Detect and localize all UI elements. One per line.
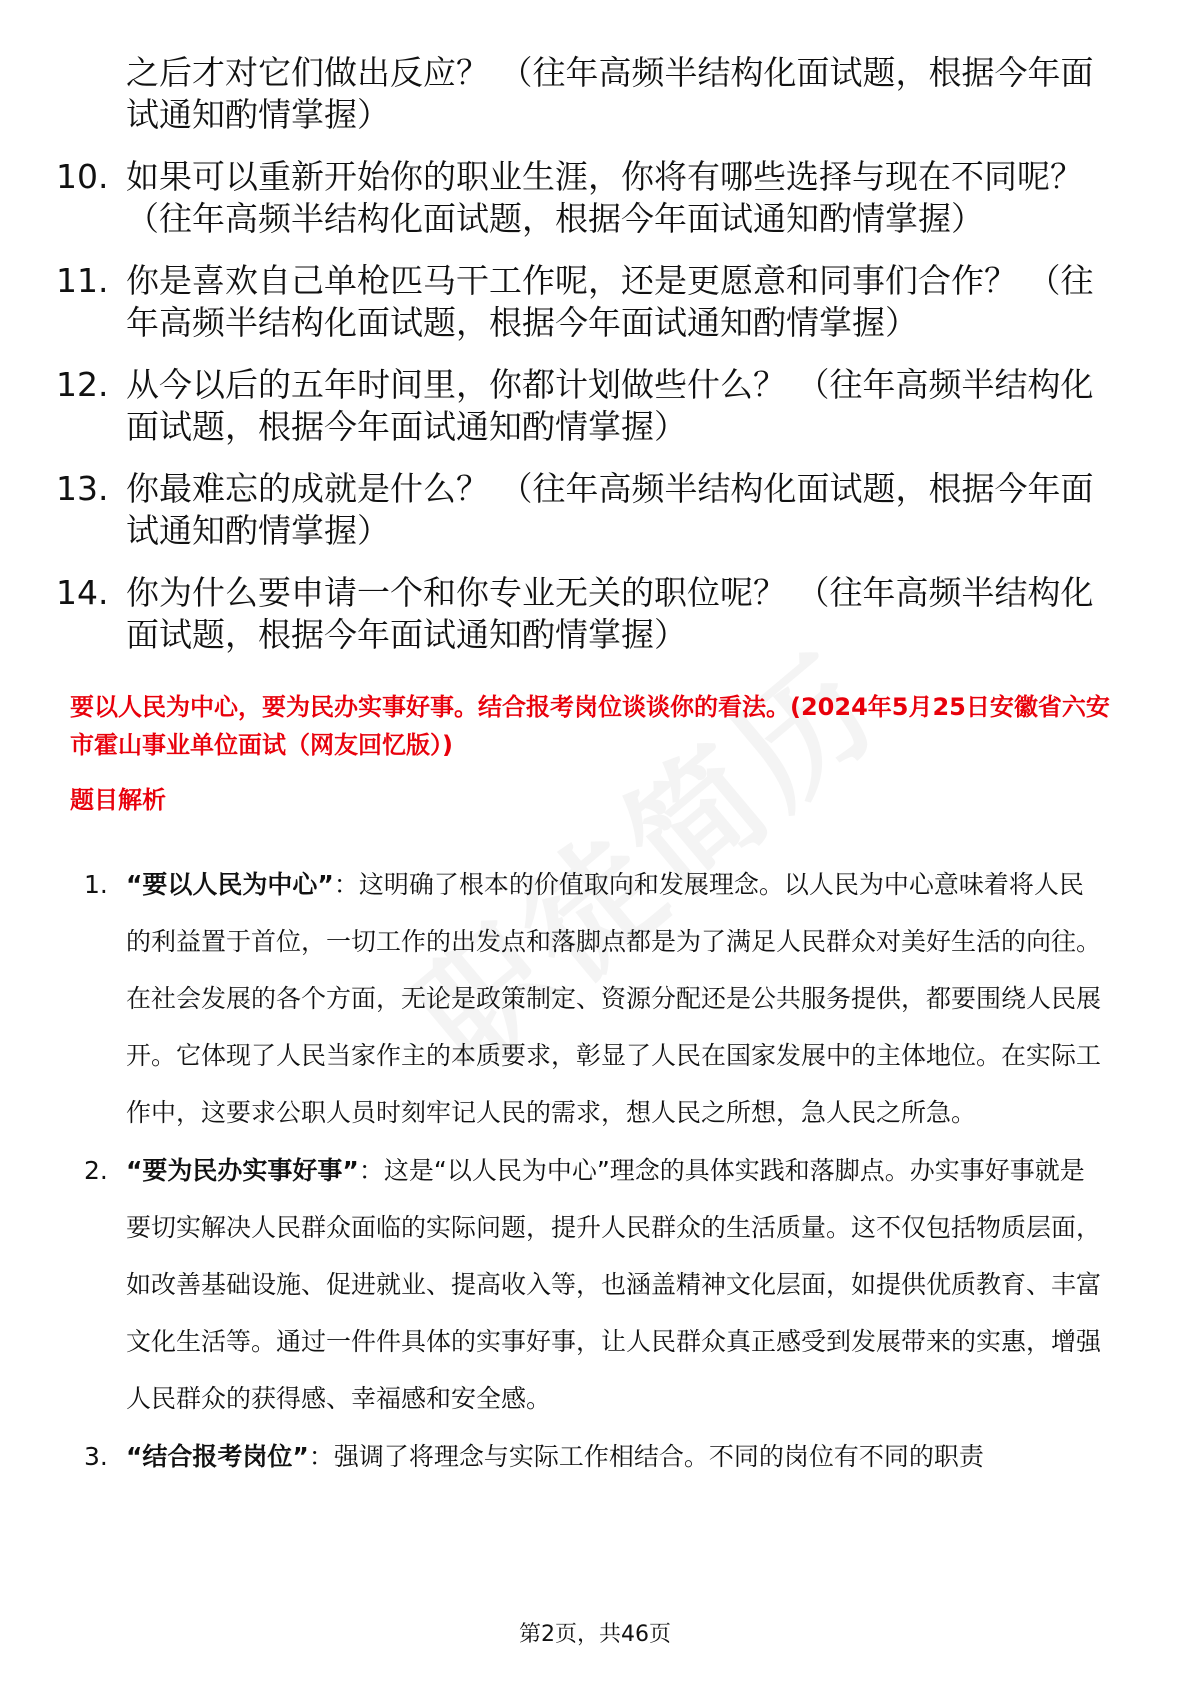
question-item	[56, 52, 1116, 136]
question-item	[56, 572, 1116, 656]
question-text: 你最难忘的成就是什么？ （往年高频半结构化面试题，根据今年面试通知酌情掌握）	[126, 469, 1094, 550]
question-text: 如果可以重新开始你的职业生涯，你将有哪些选择与现在不同呢？ （往年高频半结构化面试题，根据今年面试通知酌情掌握）	[126, 157, 1083, 238]
question-text: 你是喜欢自己单枪匹马干工作呢，还是更愿意和同事们合作？ （往年高频半结构化面试题，根据今年面试通知酌情掌握）	[126, 261, 1094, 342]
analysis-key-phrase: “结合报考岗位”	[126, 1442, 309, 1471]
analysis-item	[84, 1428, 1104, 1485]
question-item	[56, 468, 1116, 552]
question-number: 14.	[56, 573, 109, 612]
question-number: 12.	[56, 365, 109, 404]
analysis-number: 1.	[84, 870, 108, 899]
question-number: 11.	[56, 261, 109, 300]
analysis-text: ：这明确了根本的价值取向和发展理念。以人民为中心意味着将人民的利益置于首位，一切工作的出发点和落脚点都是为了满足人民群众对美好生活的向往。在社会发展的各个方面，无论是政策制定、资源分配还是公共服务提供，都要围绕人民展开。它体现了人民当家作主的本质要求，彰显了人民在国家发展中的主体地位。在实际工作中，这要求公职人员时刻牢记人民的需求，想人民之所想，急人民之所急。	[126, 870, 1102, 1127]
analysis-key-phrase: “要以人民为中心”	[126, 870, 334, 899]
analysis-text: ：这是“以人民为中心”理念的具体实践和落脚点。办实事好事就是要切实解决人民群众面临的实际问题，提升人民群众的生活质量。这不仅包括物质层面，如改善基础设施、促进就业、提高收入等，也涵盖精神文化层面，如提供优质教育、丰富文化生活等。通过一件件具体的实事好事，让人民群众真正感受到发展带来的实惠，增强人民群众的获得感、幸福感和安全感。	[126, 1156, 1102, 1413]
question-text: 你为什么要申请一个和你专业无关的职位呢？ （往年高频半结构化面试题，根据今年面试通知酌情掌握）	[126, 573, 1094, 654]
analysis-key-phrase: “要为民办实事好事”	[126, 1156, 359, 1185]
analysis-number: 3.	[84, 1442, 108, 1471]
question-list	[56, 52, 1116, 676]
page-footer: 第2页，共46页	[519, 1622, 671, 1647]
analysis-text: ：强调了将理念与实际工作相结合。不同的岗位有不同的职责	[308, 1442, 984, 1471]
question-item	[56, 260, 1116, 344]
question-number: 10.	[56, 157, 109, 196]
question-number: 13.	[56, 469, 109, 508]
question-item	[56, 156, 1116, 240]
question-item	[56, 364, 1116, 448]
analysis-item	[84, 1142, 1104, 1427]
analysis-section-title: 题目解析	[70, 786, 166, 814]
question-text: 从今以后的五年时间里，你都计划做些什么？ （往年高频半结构化面试题，根据今年面试通知酌情掌握）	[126, 365, 1094, 446]
interview-question-heading: 要以人民为中心，要为民办实事好事。结合报考岗位谈谈你的看法。(2024年5月25日安徽省六安市霍山事业单位面试（网友回忆版）)	[70, 693, 1110, 759]
analysis-list	[84, 856, 1104, 1486]
analysis-item	[84, 856, 1104, 1141]
analysis-number: 2.	[84, 1156, 108, 1185]
question-text: 之后才对它们做出反应？ （往年高频半结构化面试题，根据今年面试通知酌情掌握）	[126, 53, 1094, 134]
